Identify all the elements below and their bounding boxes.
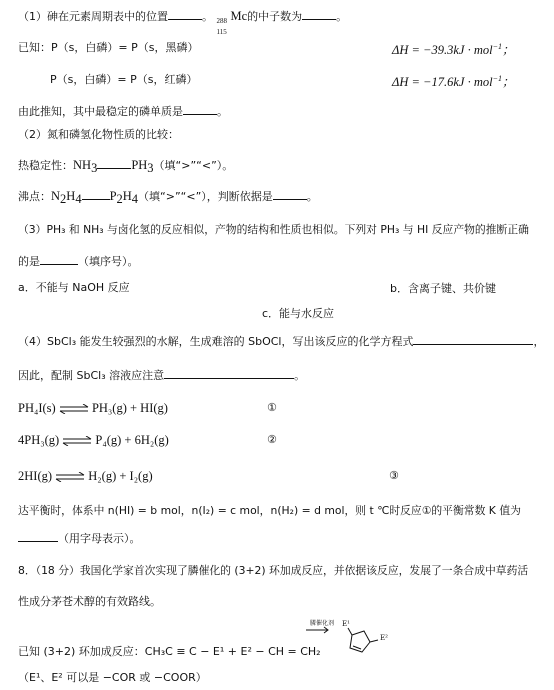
option-b: b．含离子键、共价键: [390, 282, 496, 295]
nuclide-symbol: Mc: [230, 9, 248, 23]
known-conclusion: [18, 103, 228, 120]
eq2-left: 4PH₃(g): [18, 433, 60, 447]
blank-neutrons[interactable]: [302, 8, 336, 20]
eq2-right: P₄(g) + 6H₂(g): [95, 433, 169, 447]
q4-line2: [18, 367, 305, 384]
q3-suffix: （填序号）。: [78, 255, 139, 268]
known-label: 已知：: [18, 41, 51, 54]
q1-line: [18, 8, 348, 36]
q2-thermal: [18, 157, 233, 174]
eq3-num: ③: [389, 469, 399, 482]
q4-line1: [18, 333, 544, 350]
dh1-text: ΔH = −39.3kJ · mol: [392, 43, 493, 57]
cycloaddition-product: [310, 620, 408, 670]
known-eq2: [50, 72, 197, 88]
p2h4-sub2: 2: [116, 192, 123, 207]
option-a: a．不能与 NaOH 反应: [18, 281, 130, 294]
q1-end: 。: [336, 10, 348, 23]
eq1-left: PH₄I(s): [18, 401, 56, 415]
dh2-exp: −1: [492, 73, 502, 83]
option-c: c．能与水反应: [262, 307, 335, 320]
nh3-sub: 3: [91, 161, 98, 176]
q4-end2: 。: [294, 369, 306, 382]
dh2-tail: ；: [502, 75, 515, 89]
q8-line1: 8．（18 分）我国化学家首次实现了膦催化的 (3+2) 环加成反应，并依据该反应，发展了一条合成中草药活: [18, 564, 529, 577]
ph3: PH: [131, 158, 148, 172]
equilibrium-text-2: [18, 530, 141, 547]
bp-hint: （填“>”“<”），判断依据是: [138, 190, 273, 203]
blank-position[interactable]: [168, 8, 202, 20]
p2h4-h: H: [122, 189, 132, 203]
blank-k[interactable]: [18, 530, 58, 542]
blank-q3[interactable]: [40, 253, 78, 265]
n2h4-sub2: 2: [60, 192, 67, 207]
nuclide-atomic: 115: [216, 28, 227, 36]
blank-bp[interactable]: [82, 188, 110, 200]
q3-line2: [18, 253, 139, 270]
q4-end1: ，: [533, 335, 545, 348]
nuclide-mass: 288: [216, 17, 227, 25]
nh3: NH: [73, 158, 92, 172]
p2h4-p: P: [109, 189, 117, 203]
q4-prefix: 因此，配制 SbCl₃ 溶液应注意: [18, 369, 165, 382]
conclusion-text: 由此推知，其中最稳定的磷单质是: [18, 105, 183, 118]
dh1-exp: −1: [492, 41, 502, 51]
equilibrium-arrow-icon: [59, 404, 89, 414]
ph3-sub: 3: [147, 161, 154, 176]
blank-notice[interactable]: [164, 367, 294, 379]
blank-equation[interactable]: [413, 333, 533, 345]
p2h4-sub4: 4: [131, 192, 139, 207]
eq2-num: ②: [267, 433, 277, 446]
equilibrium-3: [18, 468, 153, 484]
q8-line2: 性成分茅苍术醇的有效路线。: [18, 595, 161, 608]
q8-known: 已知 (3+2) 环加成反应：CH₃C ≡ C − E¹ + E² − CH = CH₂: [18, 645, 321, 658]
n2h4-h: H: [66, 189, 76, 203]
q1-mid: 。: [202, 10, 213, 23]
catalyst-label: 膦催化剂: [310, 620, 335, 627]
n2h4-sub4: 4: [75, 192, 82, 207]
known-eq1: [18, 40, 198, 56]
equilibrium-arrow-icon: [55, 472, 85, 482]
eq1-num: ①: [267, 401, 277, 414]
q3-line1: （3）PH₃ 和 NH₃ 与卤化氢的反应相似，产物的结构和性质也相似。下列对 PH₃ 与 HI 反应产物的推断正确: [18, 223, 529, 236]
blank-reason[interactable]: [273, 188, 307, 200]
eq3-left: 2HI(g): [18, 469, 53, 483]
q2-bp: [18, 188, 318, 205]
blank-stable[interactable]: [183, 103, 217, 115]
equilibrium-2: [18, 432, 169, 448]
eq3-right: H₂(g) + I₂(g): [88, 469, 153, 483]
bp-end: 。: [306, 190, 318, 203]
dh2-text: ΔH = −17.6kJ · mol: [392, 75, 493, 89]
q1-suffix: 的中子数为: [247, 10, 303, 23]
equilibrium-1: [18, 400, 168, 416]
eq-white-black: P（s，白磷）= P（s，黑磷）: [51, 41, 199, 54]
q3-prefix: 的是: [18, 255, 40, 268]
dh1-tail: ；: [502, 43, 515, 57]
bp-label: 沸点：: [18, 190, 51, 203]
equilibrium-arrow-icon: [62, 436, 92, 446]
blank-thermal[interactable]: [97, 157, 131, 169]
q1-text: （1）砷在元素周期表中的位置: [18, 10, 168, 23]
equilibrium-text-1: 达平衡时，体系中 n(HI) = b mol，n(I₂) = c mol，n(H₂) = d mol，则 t ℃时反应①的平衡常数 K 值为: [18, 504, 521, 517]
dh2: [392, 72, 515, 90]
q8-footnote: （E¹、E² 可以是 −COR 或 −COOR）: [18, 671, 207, 684]
conclusion-end: 。: [217, 105, 228, 118]
dh1: [392, 40, 515, 58]
q4-text: （4）SbCl₃ 能发生较强烈的水解，生成难溶的 SbOCl，写出该反应的化学方程式: [18, 335, 414, 348]
q2-title: （2）氮和磷氢化物性质的比较：: [18, 128, 179, 141]
thermal-label: 热稳定性：: [18, 159, 73, 172]
eq1-right: PH₃(g) + HI(g): [91, 401, 168, 415]
k-suffix: （用字母表示）。: [58, 532, 141, 545]
thermal-hint: （填“>”“<”）。: [153, 159, 234, 172]
n2h4-n: N: [51, 189, 61, 203]
eq-white-red: P（s，白磷）= P（s，红磷）: [50, 73, 198, 86]
product-e2: E²: [380, 634, 388, 642]
product-e1: E¹: [342, 620, 350, 628]
